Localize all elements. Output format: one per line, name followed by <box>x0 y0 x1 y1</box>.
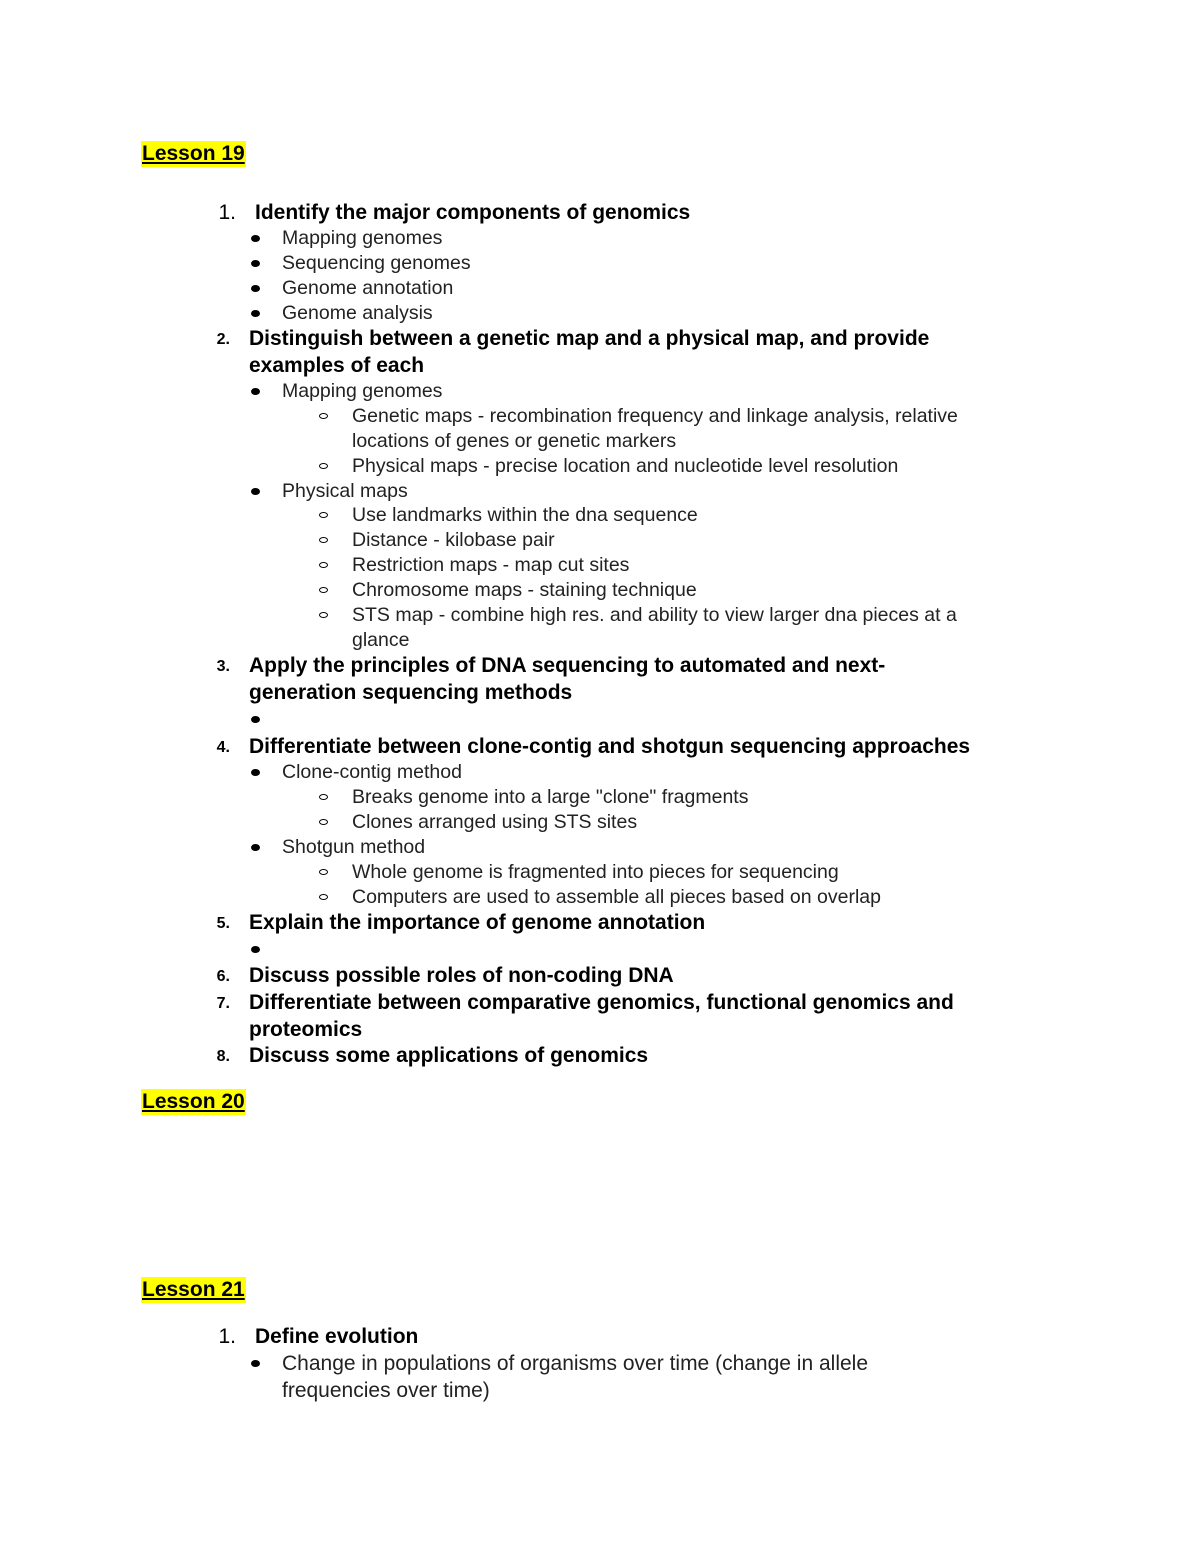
bullet-text: Sequencing genomes <box>282 252 471 274</box>
item-number: 1. <box>218 201 236 224</box>
item-number: 7. <box>216 995 230 1012</box>
question-text: proteomics <box>249 1018 363 1041</box>
sub-bullet-ring <box>319 562 328 568</box>
sub-bullet-ring <box>319 819 328 825</box>
question-text: examples of each <box>249 354 425 377</box>
sub-bullet-text: Distance - kilobase pair <box>352 529 555 551</box>
item-number: 2. <box>216 331 230 348</box>
sub-bullet-text: Computers are used to assemble all pieces based on overlap <box>352 886 881 908</box>
bullet-dot <box>251 235 260 242</box>
question-text: Discuss possible roles of non-coding DNA <box>249 964 674 987</box>
lesson-20-heading: Lesson 20 <box>142 1090 245 1113</box>
bullet-dot <box>251 1360 260 1367</box>
question-text: Differentiate between clone-contig and shotgun sequencing approaches <box>249 735 971 758</box>
sub-bullet-ring <box>319 612 328 618</box>
question-text: Identify the major components of genomics <box>255 201 691 224</box>
sub-bullet-text: Physical maps - precise location and nucleotide level resolution <box>352 455 899 477</box>
item-number: 6. <box>216 968 230 985</box>
question-text: generation sequencing methods <box>249 681 573 704</box>
bullet-text: Clone-contig method <box>282 761 462 783</box>
sub-bullet-text: Use landmarks within the dna sequence <box>352 504 698 526</box>
question-text: Define evolution <box>255 1325 419 1348</box>
bullet-text: Shotgun method <box>282 836 426 858</box>
item-number: 5. <box>216 915 230 932</box>
lesson-21-heading: Lesson 21 <box>142 1278 245 1301</box>
bullet-text: Genome analysis <box>282 302 433 324</box>
sub-bullet-ring <box>319 794 328 800</box>
sub-bullet-text: Whole genome is fragmented into pieces for sequencing <box>352 861 839 883</box>
question-text: Explain the importance of genome annotation <box>249 911 706 934</box>
bullet-dot <box>251 844 260 851</box>
sub-bullet-ring <box>319 537 328 543</box>
question-text: Differentiate between comparative genomics, functional genomics and <box>249 991 954 1014</box>
item-number: 3. <box>216 658 230 675</box>
sub-bullet-text: STS map - combine high res. and ability to view larger dna pieces at a <box>352 604 957 626</box>
sub-bullet-ring <box>319 413 328 419</box>
bullet-text: Mapping genomes <box>282 380 443 402</box>
question-text: Discuss some applications of genomics <box>249 1044 649 1067</box>
question-text: Apply the principles of DNA sequencing to automated and next- <box>249 654 886 677</box>
bullet-dot <box>251 388 260 395</box>
bullet-dot <box>251 769 260 776</box>
bullet-dot <box>251 946 260 953</box>
sub-bullet-text: Clones arranged using STS sites <box>352 811 638 833</box>
sub-bullet-ring <box>319 869 328 875</box>
item-number: 1. <box>218 1325 236 1348</box>
bullet-dot <box>251 260 260 267</box>
sub-bullet-ring <box>319 587 328 593</box>
bullet-text: Genome annotation <box>282 277 454 299</box>
bullet-dot <box>251 716 260 723</box>
sub-bullet-ring <box>319 894 328 900</box>
bullet-dot <box>251 310 260 317</box>
sub-bullet-ring <box>319 512 328 518</box>
bullet-text: Physical maps <box>282 480 408 502</box>
question-text: Distinguish between a genetic map and a physical map, and provide <box>249 327 930 350</box>
sub-bullet-text: glance <box>352 629 410 651</box>
item-number: 8. <box>216 1048 230 1065</box>
bullet-text: Change in populations of organisms over time (change in allele <box>282 1352 869 1375</box>
lesson-19-heading: Lesson 19 <box>142 142 245 165</box>
sub-bullet-text: locations of genes or genetic markers <box>352 430 677 452</box>
sub-bullet-text: Genetic maps - recombination frequency and linkage analysis, relative <box>352 405 958 427</box>
bullet-dot <box>251 488 260 495</box>
sub-bullet-ring <box>319 463 328 469</box>
sub-bullet-text: Restriction maps - map cut sites <box>352 554 630 576</box>
bullet-text: Mapping genomes <box>282 227 443 249</box>
bullet-text: frequencies over time) <box>282 1379 490 1402</box>
sub-bullet-text: Breaks genome into a large "clone" fragments <box>352 786 749 808</box>
sub-bullet-text: Chromosome maps - staining technique <box>352 579 697 601</box>
item-number: 4. <box>216 739 230 756</box>
bullet-dot <box>251 285 260 292</box>
